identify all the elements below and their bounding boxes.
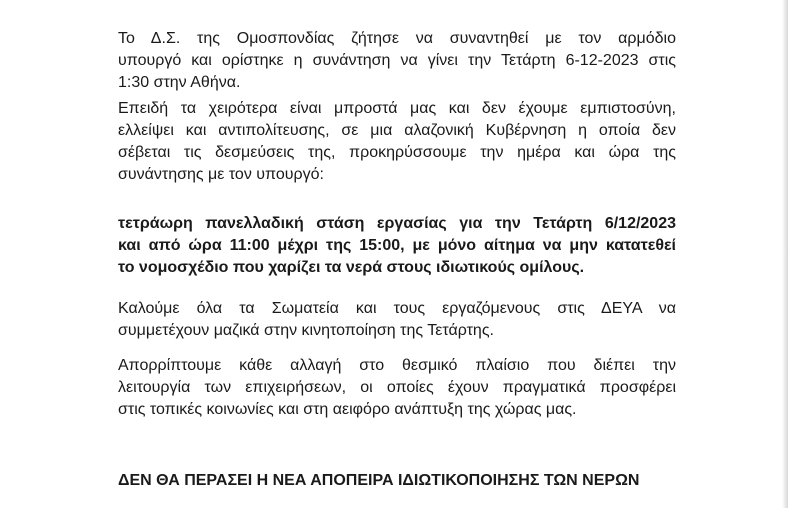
paragraph-line: στις τοπικές κοινωνίες και στη αειφόρο ανάπτυξη της χώρας μας. bbox=[118, 401, 577, 418]
paragraph-line: λειτουργία των επιχειρήσεων, οι οποίες έχουν πραγματικά προσφέρει bbox=[118, 379, 676, 396]
paragraph-strike-notice bbox=[118, 213, 676, 279]
page-edge-shadow bbox=[782, 0, 788, 508]
paragraph-line: τετράωρη πανελλαδική στάση εργασίας για την Τετάρτη 6/12/2023 bbox=[118, 215, 676, 232]
paragraph-line: Καλούμε όλα τα Σωματεία και τους εργαζόμενους στις ΔΕΥΑ να bbox=[118, 300, 676, 317]
paragraph-line: Επειδή τα χειρότερα είναι μπροστά μας και δεν έχουμε εμπιστοσύνη, bbox=[118, 100, 676, 117]
paragraph-line: συνάντησης με τον υπουργό: bbox=[118, 166, 324, 183]
paragraph-line: Απορρίπτουμε κάθε αλλαγή στο θεσμικό πλαίσιο που διέπει την bbox=[118, 357, 676, 374]
paragraph-line: υπουργό και ορίστηκε η συνάντηση να γίνει την Τετάρτη 6-12-2023 στις bbox=[118, 52, 676, 69]
paragraph-line: το νομοσχέδιο που χαρίζει τα νερά στους ιδιωτικούς ομίλους. bbox=[118, 259, 585, 276]
paragraph-line: 1:30 στην Αθήνα. bbox=[118, 74, 241, 91]
paragraph-call-to-unions bbox=[118, 298, 676, 342]
closing-heading: ΔΕΝ ΘΑ ΠΕΡΑΣΕΙ Η ΝΕΑ ΑΠΟΠΕΙΡΑ ΙΔΙΩΤΙΚΟΠΟΙΗΣΗΣ ΤΩΝ ΝΕΡΩΝ bbox=[118, 472, 640, 489]
paragraph-line: και από ώρα 11:00 μέχρι της 15:00, με μόνο αίτημα να μην κατατεθεί bbox=[118, 237, 676, 254]
paragraph-announcement bbox=[118, 98, 676, 186]
paragraph-line: Το Δ.Σ. της Ομοσπονδίας ζήτησε να συναντηθεί με τον αρμόδιο bbox=[118, 30, 676, 47]
paragraph-rejection bbox=[118, 355, 676, 421]
paragraph-meeting-request bbox=[118, 28, 676, 94]
paragraph-line: σέβεται τις δεσμεύσεις της, προκηρύσσουμε την ημέρα και ώρα της bbox=[118, 144, 676, 161]
paragraph-line: ελλείψει και αντιπολίτευσης, σε μια αλαζονική Κυβέρνηση η οποία δεν bbox=[118, 122, 676, 139]
paragraph-line: συμμετέχουν μαζικά στην κινητοποίηση της Τετάρτης. bbox=[118, 322, 494, 339]
